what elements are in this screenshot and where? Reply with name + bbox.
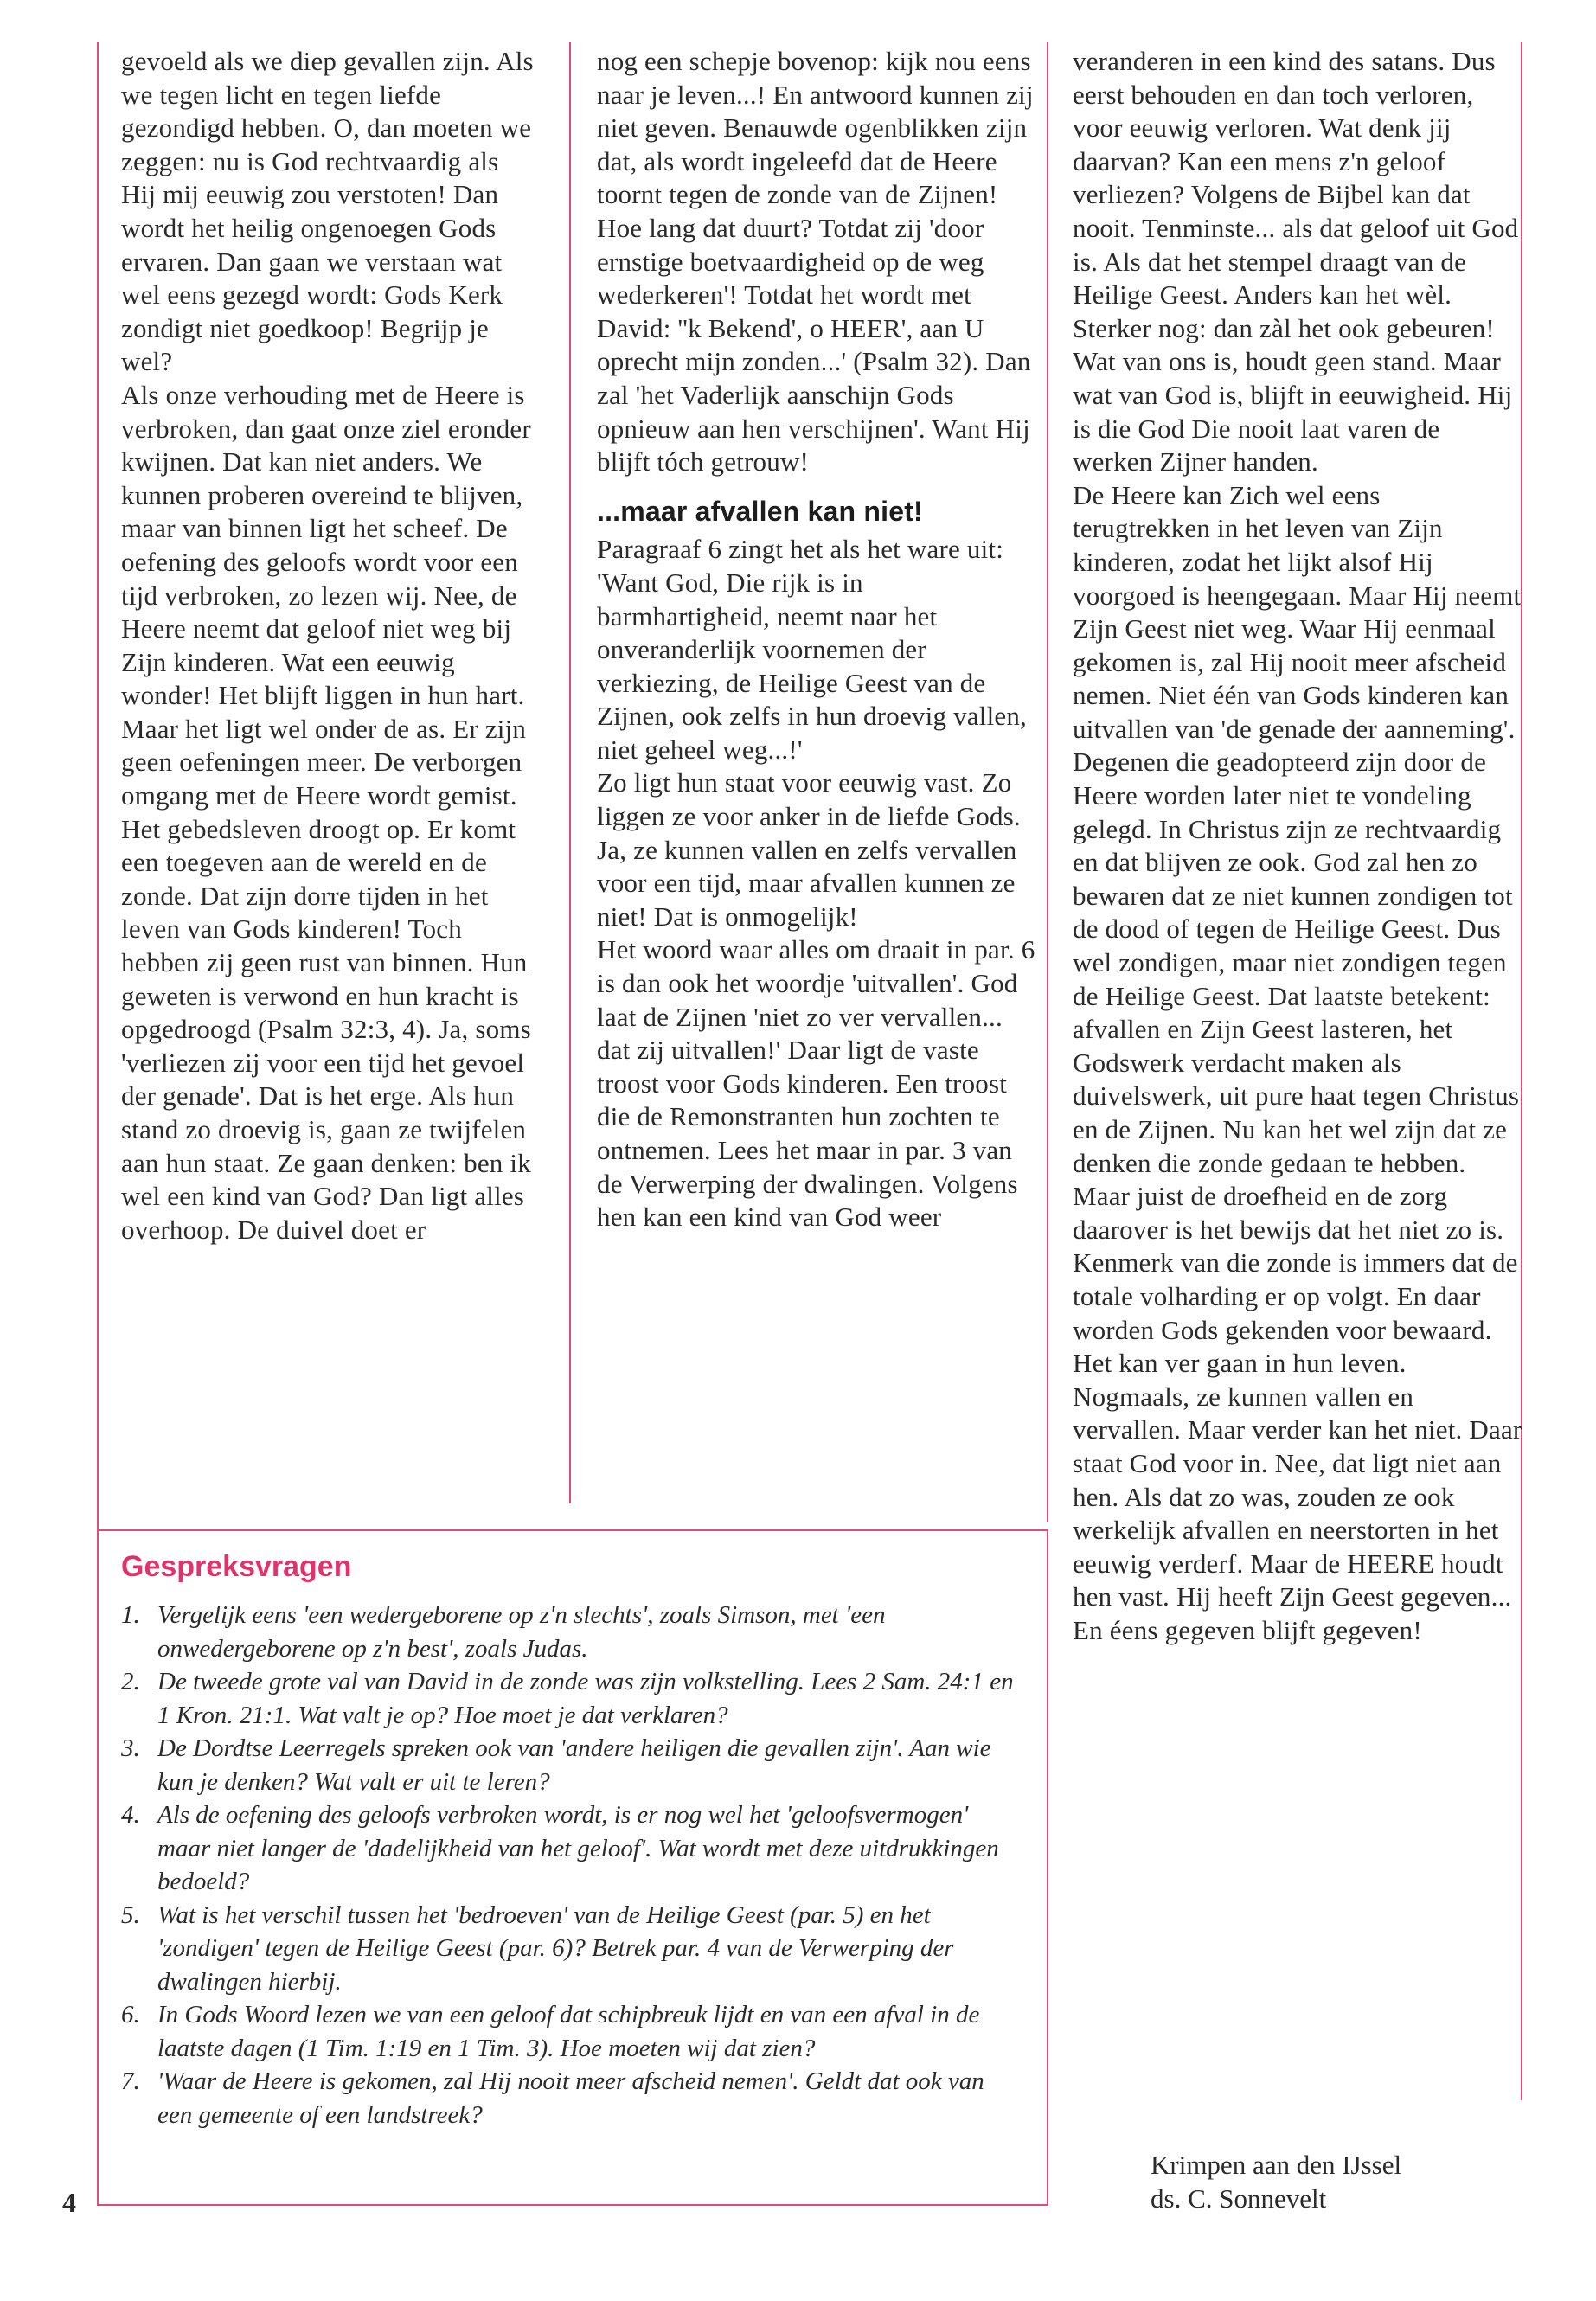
rule-between-col2-col3 <box>1047 42 1048 1522</box>
question-text: In Gods Woord lezen we van een geloof dat schipbreuk lijdt en van een afval in de laatste dagen (1 Tim. 1:19 en 1 Tim. 3). Hoe moeten wij dat zien? <box>157 2001 980 2062</box>
rule-between-col1-col2 <box>569 42 571 1503</box>
question-text: De Dordtse Leerregels spreken ook van 'andere heiligen die gevallen zijn'. Aan wie kun je denken? Wat valt er uit te leren? <box>157 1734 991 1796</box>
question-number: 6. <box>121 2001 140 2029</box>
page-number: 4 <box>62 2187 76 2218</box>
col2-paragraph: Het woord waar alles om draait in par. 6 is dan ook het woordje 'uitvallen'. God laat de Zijnen 'niet zo ver vervallen... dat zij uitvallen!' Daar ligt de vaste troost voor Gods kinderen. Een troost die de Remonstranten hun zochten te ontnemen. Lees het maar in par. 3 van de Verwerping der dwalingen. Volgens hen kan een kind van God weer <box>597 934 1035 1233</box>
col1-paragraph: gevoeld als we diep gevallen zijn. Als we tegen licht en tegen liefde gezondigd hebben. O, dan moeten we zeggen: nu is God rechtvaardig als Hij mij eeuwig zou verstoten! Dan wordt het heilig ongenoegen Gods ervaren. Dan gaan we verstaan wat wel eens gezegd wordt: Gods Kerk zondigt niet goedkoop! Begrijp je wel? <box>121 46 534 377</box>
signature <box>1151 2149 1401 2215</box>
col2-paragraph: Zo ligt hun staat voor eeuwig vast. Zo liggen ze voor anker in de liefde Gods. Ja, ze kunnen vallen en zelfs vervallen voor een tijd, maar afvallen kunnen ze niet! Dat is onmogelijk! <box>597 767 1021 932</box>
box-bottom-rule <box>97 2204 1048 2206</box>
question-number: 1. <box>121 1601 140 1629</box>
section-subheading: ...maar afvallen kan niet! <box>597 495 923 527</box>
col2-paragraph: Paragraaf 6 zingt het als het ware uit: 'Want God, Die rijk is in barmhartigheid, neemt naar het onveranderlijk voornemen der verkiezing, de Heilige Geest van de Zijnen, ook zelfs in hun droevig vallen, niet geheel weg...!' <box>597 534 1027 765</box>
question-text: 'Waar de Heere is gekomen, zal Hij nooit meer afscheid nemen'. Geldt dat ook van een gemeente of een landstreek? <box>157 2067 984 2129</box>
col2-paragraph: nog een schepje bovenop: kijk nou eens naar je leven...! En antwoord kunnen zij niet geven. Benauwde ogenblikken zijn dat, als wordt ingeleefd dat de Heere toornt tegen de zonde van de Zijnen! Hoe lang dat duurt? Totdat zij 'door ernstige boetvaardigheid op de weg wederkeren'! Totdat het wordt met David: ''k Bekend', o HEER', aan U oprecht mijn zonden...' (Psalm 32). Dan zal 'het Vaderlijk aanschijn Gods opnieuw aan hen verschijnen'. Want Hij blijft tóch getrouw! <box>597 46 1034 478</box>
box-right-rule <box>1047 1529 1048 2206</box>
question-item <box>121 1599 1021 1665</box>
question-number: 3. <box>121 1734 140 1762</box>
question-item <box>121 1798 1021 1899</box>
box-top-rule <box>97 1529 1048 1531</box>
box-left-rule <box>97 1529 99 2206</box>
rule-left-column <box>97 42 99 1529</box>
question-number: 7. <box>121 2067 140 2095</box>
question-item <box>121 1732 1021 1798</box>
question-text: Als de oefening des geloofs verbroken wordt, is er nog wel het 'geloofsvermogen' maar niet langer de 'dadelijkheid van het geloof'. Wat wordt met deze uitdrukkingen bedoeld? <box>157 1801 999 1895</box>
question-text: De tweede grote val van David in de zonde was zijn volkstelling. Lees 2 Sam. 24:1 en 1 Kron. 21:1. Wat valt je op? Hoe moet je dat verklaren? <box>157 1668 1014 1729</box>
signature-place: Krimpen aan den IJssel <box>1151 2150 1402 2180</box>
question-number: 4. <box>121 1801 140 1829</box>
question-item <box>121 1998 1021 2065</box>
question-item <box>121 1665 1021 1732</box>
col3-paragraph: De Heere kan Zich wel eens terugtrekken in het leven van Zijn kinderen, zodat het lijkt alsof Hij voorgoed is heengegaan. Maar Hij neemt Zijn Geest niet weg. Waar Hij eenmaal gekomen is, zal Hij nooit meer afscheid nemen. Niet één van Gods kinderen kan uitvallen van 'de genade der aanneming'. Degenen die geadopteerd zijn door de Heere worden later niet te vondeling gelegd. In Christus zijn ze rechtvaardig en dat blijven ze ook. God zal hen zo bewaren dat ze niet kunnen zondigen tot de dood of tegen de Heilige Geest. Dus wel zondigen, maar niet zondigen tegen de Heilige Geest. Dat laatste betekent: afvallen en Zijn Geest lasteren, het Godswerk verdacht maken als duivelswerk, uit pure haat tegen Christus en de Zijnen. Nu kan het wel zijn dat ze denken die zonde gedaan te hebben. Maar juist de droefheid en de zorg daarover is het bewijs dat het niet zo is. Kenmerk van die zonde is immers dat de totale volharding er op volgt. En daar worden Gods gekenden voor bewaard. Het kan ver gaan in hun leven. Nogmaals, ze kunnen vallen en vervallen. Maar verder kan het niet. Daar staat God voor in. Nee, dat ligt niet aan hen. Als dat zo was, zouden ze ook werkelijk afvallen en neerstorten in het eeuwig verderf. Maar de HEERE houdt hen vast. Hij heeft Zijn Geest gegeven... En éens gegeven blijft gegeven! <box>1073 479 1522 1645</box>
question-number: 2. <box>121 1668 140 1695</box>
signature-author: ds. C. Sonnevelt <box>1151 2182 1327 2214</box>
question-item <box>121 2065 1021 2131</box>
col3-paragraph: veranderen in een kind des satans. Dus eerst behouden en dan toch verloren, voor eeuwig verloren. Wat denk jij daarvan? Kan een mens z'n geloof verliezen? Volgens de Bijbel kan dat nooit. Tenminste... als dat geloof uit God is. Als dat het stempel draagt van de Heilige Geest. Anders kan het wèl. Sterker nog: dan zàl het ook gebeuren! Wat van ons is, houdt geen stand. Maar wat van God is, blijft in eeuwigheid. Hij is die God Die nooit laat varen de werken Zijner handen. <box>1073 46 1519 478</box>
article-column-1 <box>121 45 536 1247</box>
question-text: Vergelijk eens 'een wedergeborene op z'n slechts', zoals Simson, met 'een onwedergeborene op z'n best', zoals Judas. <box>157 1601 886 1663</box>
question-item <box>121 1899 1021 1999</box>
question-number: 5. <box>121 1900 140 1929</box>
col1-paragraph: Als onze verhouding met de Heere is verbroken, dan gaat onze ziel eronder kwijnen. Dat kan niet anders. We kunnen proberen overeind te blijven, maar van binnen ligt het scheef. De oefening des geloofs wordt voor een tijd verbroken, zo lezen wij. Nee, de Heere neemt dat geloof niet weg bij Zijn kinderen. Wat een eeuwig wonder! Het blijft liggen in hun hart. Maar het ligt wel onder de as. Er zijn geen oefeningen meer. De verborgen omgang met de Heere wordt gemist. <box>121 379 531 811</box>
question-text: Wat is het verschil tussen het 'bedroeven' van de Heilige Geest (par. 5) en het 'zondigen' tegen de Heilige Geest (par. 6)? Betrek par. 4 van de Verwerping der dwalingen hierbij. <box>157 1900 954 1996</box>
discussion-questions-list <box>121 1599 1021 2131</box>
article-column-2 <box>597 45 1038 1234</box>
box-title: Gespreksvragen <box>121 1550 352 1583</box>
col1-paragraph: Het gebedsleven droogt op. Er komt een toegeven aan de wereld en de zonde. Dat zijn dorre tijden in het leven van Gods kinderen! Toch hebben zij geen rust van binnen. Hun geweten is verwond en hun kracht is opgedroogd (Psalm 32:3, 4). Ja, soms 'verliezen zij voor een tijd het gevoel der genade'. Dat is het erge. Als hun stand zo droevig is, gaan ze twijfelen aan hun staat. Ze gaan denken: ben ik wel een kind van God? Dan ligt alles overhoop. De duivel doet er <box>121 813 531 1245</box>
article-column-3 <box>1073 45 1522 1648</box>
